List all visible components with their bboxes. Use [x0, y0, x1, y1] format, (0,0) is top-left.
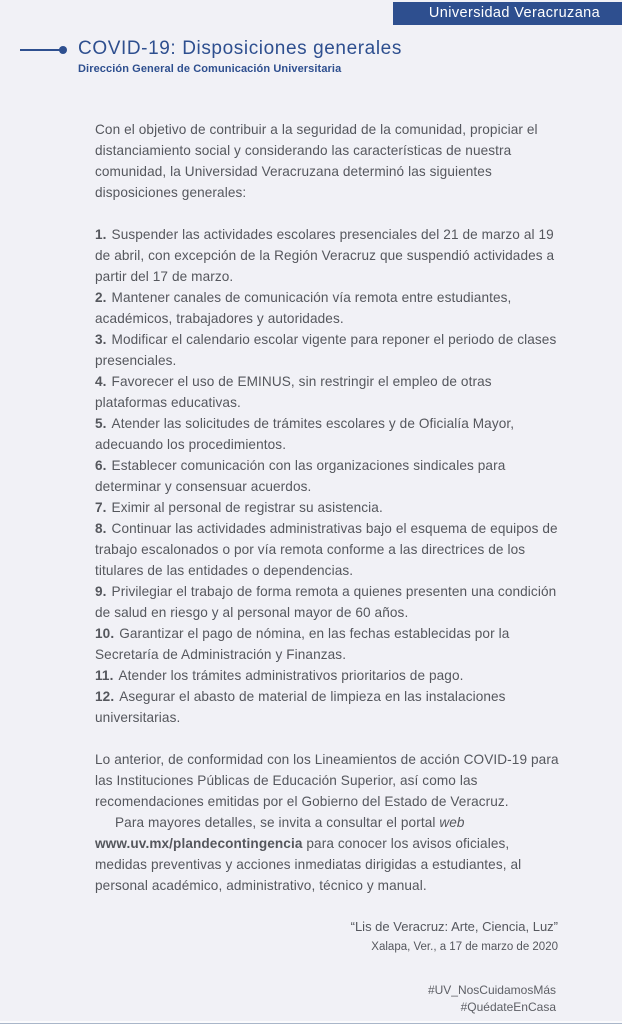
list-item-text: Favorecer el uso de EMINUS, sin restringir el empleo de otras plataformas educativas. [95, 374, 492, 410]
list-item-number: 6. [95, 458, 107, 473]
list-item [95, 329, 560, 371]
list-item [95, 455, 560, 497]
list-item-text: Atender las solicitudes de trámites escolares y de Oficialía Mayor, adecuando los procedimientos. [95, 416, 515, 452]
list-item-number: 10. [95, 626, 115, 641]
bullet-dot-icon [59, 46, 67, 54]
dateline: Xalapa, Ver., a 17 de marzo de 2020 [371, 941, 558, 953]
list-item-number: 1. [95, 227, 107, 242]
hashtags-block [0, 982, 556, 1016]
list-item-text: Privilegiar el trabajo de forma remota a quienes presenten una condición de salud en riesgo y al personal mayor de 60 años. [95, 584, 557, 620]
list-item-number: 11. [95, 668, 114, 683]
list-item [95, 686, 560, 728]
title-block [20, 38, 622, 75]
list-item-text: Establecer comunicación con las organizaciones sindicales para determinar y consensuar acuerdos. [95, 458, 506, 494]
portal-paragraph [95, 812, 560, 896]
list-item-number: 3. [95, 332, 107, 347]
hashtag-quedateencasa: #QuédateEnCasa [460, 1000, 556, 1014]
title-decoration [20, 38, 67, 62]
page-title: COVID-19: Disposiciones generales [78, 38, 402, 59]
list-item [95, 371, 560, 413]
list-item-text: Suspender las actividades escolares presenciales del 21 de marzo al 19 de abril, con excepción de la Región Veracruz que suspendió actividades a partir del 17 de marzo. [95, 227, 555, 284]
list-item [95, 623, 560, 665]
portal-text-before: Para mayores detalles, se invita a consultar el portal [115, 815, 440, 830]
page-subtitle: Dirección General de Comunicación Universitaria [78, 63, 342, 75]
dispositions-list [95, 224, 560, 728]
list-item-text: Atender los trámites administrativos prioritarios de pago. [118, 668, 464, 683]
hashtag-uv-noscuidamosmas: #UV_NosCuidamosMás [427, 983, 556, 997]
list-item-text: Asegurar el abasto de material de limpieza en las instalaciones universitarias. [95, 689, 506, 725]
signoff-block [0, 918, 558, 956]
list-item-number: 2. [95, 290, 107, 305]
list-item-text: Garantizar el pago de nómina, en las fechas establecidas por la Secretaría de Administración y Finanzas. [95, 626, 510, 662]
document-body [95, 119, 560, 896]
title-decoration-line [20, 49, 60, 51]
list-item-number: 5. [95, 416, 107, 431]
list-item [95, 497, 560, 518]
list-item-text: Continuar las actividades administrativas bajo el esquema de equipos de trabajo escalonados o por vía remota conforme a las directrices de los titulares de las entidades o dependencias. [95, 521, 558, 578]
list-item-number: 9. [95, 584, 107, 599]
list-item [95, 581, 560, 623]
portal-url: www.uv.mx/plandecontingencia [95, 836, 303, 851]
list-item [95, 413, 560, 455]
intro-paragraph: Con el objetivo de contribuir a la seguridad de la comunidad, propiciar el distanciamiento social y considerando las características de nuestra comunidad, la Universidad Veracruzana determinó las siguientes disposiciones generales: [95, 122, 538, 200]
list-item-number: 4. [95, 374, 107, 389]
list-item-text: Eximir al personal de registrar su asistencia. [111, 500, 383, 515]
list-item [95, 518, 560, 581]
titles [78, 38, 402, 75]
list-item-text: Mantener canales de comunicación vía remota entre estudiantes, académicos, trabajadores y autoridades. [95, 290, 512, 326]
web-word: web [439, 815, 465, 830]
list-item [95, 287, 560, 329]
list-item-text: Modificar el calendario escolar vigente para reponer el periodo de clases presenciales. [95, 332, 557, 368]
closing-block [95, 749, 560, 896]
list-item [95, 224, 560, 287]
portal-text-after: para conocer los avisos oficiales, medidas preventivas y acciones inmediatas dirigidas a estudiantes, al personal académico, administrativo, técnico y manual. [95, 836, 522, 893]
list-item-number: 8. [95, 521, 107, 536]
list-item-number: 12. [95, 689, 115, 704]
motto: “Lis de Veracruz: Arte, Ciencia, Luz” [350, 919, 558, 934]
university-banner: Universidad Veracruzana [393, 2, 622, 25]
list-item [95, 665, 560, 686]
closing-paragraph: Lo anterior, de conformidad con los Lineamientos de acción COVID-19 para las Instituciones Públicas de Educación Superior, así como las recomendaciones emitidas por el Gobierno del Estado de Veracruz. [95, 752, 559, 809]
list-item-number: 7. [95, 500, 107, 515]
